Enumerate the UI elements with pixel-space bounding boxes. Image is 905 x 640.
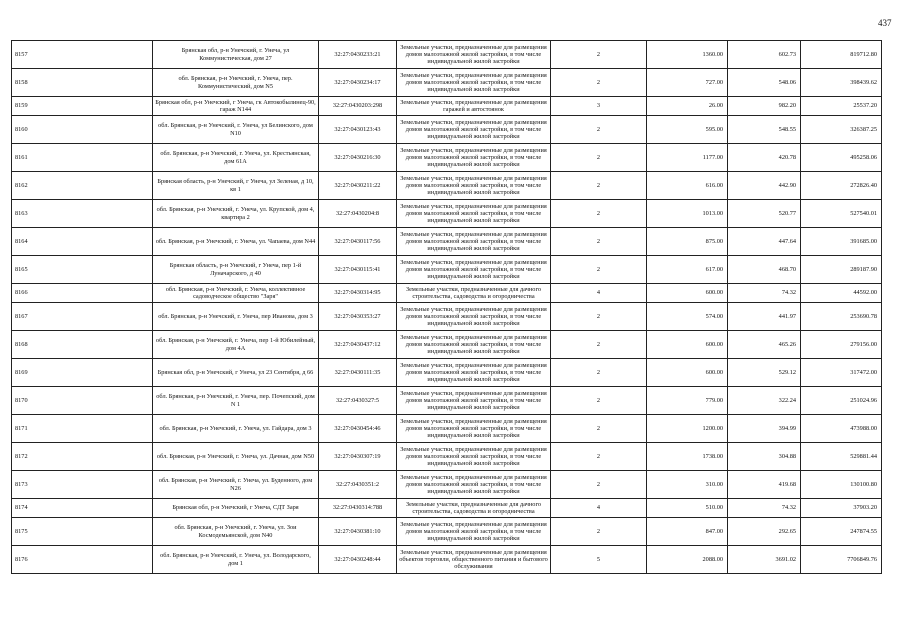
land-use-cell: Земельные участки, предназначенные для размещения домов малоэтажной жилой застройки, в том числе индивидуальной жилой застройки bbox=[397, 41, 551, 69]
land-use-cell: Земельные участки, предназначенные для размещения домов малоэтажной жилой застройки, в том числе индивидуальной жилой застройки bbox=[397, 144, 551, 172]
land-use-cell: Земельные участки, предназначенные для размещения домов малоэтажной жилой застройки, в том числе индивидуальной жилой застройки bbox=[397, 443, 551, 471]
cadastral-number-cell: 32:27:0430437:12 bbox=[319, 331, 397, 359]
specific-value-cell: 520.77 bbox=[728, 200, 801, 228]
row-number-cell: 8165 bbox=[12, 256, 153, 284]
land-use-cell: Земельные участки, предназначенные для размещения домов малоэтажной жилой застройки, в том числе индивидуальной жилой застройки bbox=[397, 200, 551, 228]
area-cell: 847.00 bbox=[647, 518, 728, 546]
cadastral-value-cell: 527540.01 bbox=[801, 200, 882, 228]
row-number-cell: 8164 bbox=[12, 228, 153, 256]
land-use-cell: Земельные участки, предназначенные для размещения домов малоэтажной жилой застройки, в том числе индивидуальной жилой застройки bbox=[397, 518, 551, 546]
specific-value-cell: 419.68 bbox=[728, 471, 801, 499]
table-row bbox=[12, 359, 882, 387]
address-cell: Брянская область, р-н Унечский, г Унеча, пер 1-й Луначарского, д 40 bbox=[153, 256, 319, 284]
address-cell: обл. Брянская, р-н Унечский, г. Унеча, ул. Крупской, дом 4, квартира 2 bbox=[153, 200, 319, 228]
cadastral-number-cell: 32:27:0430381:10 bbox=[319, 518, 397, 546]
address-cell: обл. Брянская, р-н Унечский, г. Унеча, ул Белинского, дом N10 bbox=[153, 116, 319, 144]
table-row bbox=[12, 116, 882, 144]
address-cell: обл. Брянская, р-н Унечский, г. Унеча, ул. Зои Космодемьянской, дом N40 bbox=[153, 518, 319, 546]
land-use-cell: Земельные участки, предназначенные для размещения домов малоэтажной жилой застройки, в том числе индивидуальной жилой застройки bbox=[397, 471, 551, 499]
land-use-cell: Земельные участки, предназначенные для размещения домов малоэтажной жилой застройки, в том числе индивидуальной жилой застройки bbox=[397, 331, 551, 359]
address-cell: обл. Брянская, р-н Унечский, г. Унеча, ул. Гайдара, дом 3 bbox=[153, 415, 319, 443]
land-use-cell: Земельные участки, предназначенные для дачного строительства, садоводства и огородничества bbox=[397, 284, 551, 303]
land-use-cell: Земельные участки, предназначенные для размещения домов малоэтажной жилой застройки, в том числе индивидуальной жилой застройки bbox=[397, 359, 551, 387]
cadastral-number-cell: 32:27:0430307:19 bbox=[319, 443, 397, 471]
address-cell: Брянская обл, р-н Унечский, г. Унеча, ул Коммунистическая, дом 27 bbox=[153, 41, 319, 69]
area-cell: 779.00 bbox=[647, 387, 728, 415]
table-row bbox=[12, 200, 882, 228]
specific-value-cell: 468.70 bbox=[728, 256, 801, 284]
table-row bbox=[12, 387, 882, 415]
cadastral-number-cell: 32:27:0430111:35 bbox=[319, 359, 397, 387]
cadastral-number-cell: 32:27:0430454:46 bbox=[319, 415, 397, 443]
table-row bbox=[12, 284, 882, 303]
area-cell: 1177.00 bbox=[647, 144, 728, 172]
area-cell: 574.00 bbox=[647, 303, 728, 331]
cadastral-number-cell: 32:27:0430204:8 bbox=[319, 200, 397, 228]
group-cell: 2 bbox=[551, 387, 647, 415]
land-use-cell: Земельные участки, предназначенные для размещения гаражей и автостоянок bbox=[397, 97, 551, 116]
specific-value-cell: 394.99 bbox=[728, 415, 801, 443]
group-cell: 2 bbox=[551, 415, 647, 443]
table-row bbox=[12, 443, 882, 471]
cadastral-number-cell: 32:27:0430233:21 bbox=[319, 41, 397, 69]
table-row bbox=[12, 256, 882, 284]
address-cell: Брянская обл, р-н Унечский, г Унеча, ул 23 Сентября, д 66 bbox=[153, 359, 319, 387]
table-row bbox=[12, 97, 882, 116]
cadastral-number-cell: 32:27:0430216:30 bbox=[319, 144, 397, 172]
specific-value-cell: 529.12 bbox=[728, 359, 801, 387]
specific-value-cell: 447.64 bbox=[728, 228, 801, 256]
address-cell: Брянская область, р-н Унечский, г Унеча, ул Зеленая, д 10, кв 1 bbox=[153, 172, 319, 200]
group-cell: 2 bbox=[551, 144, 647, 172]
cadastral-value-cell: 44592.00 bbox=[801, 284, 882, 303]
specific-value-cell: 74.32 bbox=[728, 284, 801, 303]
specific-value-cell: 292.65 bbox=[728, 518, 801, 546]
table-row bbox=[12, 172, 882, 200]
address-cell: обл. Брянская, р-н Унечский, г. Унеча, коллективное садоводческое общество "Заря" bbox=[153, 284, 319, 303]
cadastral-number-cell: 32:27:0430117:56 bbox=[319, 228, 397, 256]
cadastral-value-cell: 391685.00 bbox=[801, 228, 882, 256]
row-number-cell: 8161 bbox=[12, 144, 153, 172]
area-cell: 727.00 bbox=[647, 69, 728, 97]
row-number-cell: 8160 bbox=[12, 116, 153, 144]
land-use-cell: Земельные участки, предназначенные для размещения домов малоэтажной жилой застройки, в том числе индивидуальной жилой застройки bbox=[397, 228, 551, 256]
cadastral-value-cell: 473988.00 bbox=[801, 415, 882, 443]
area-cell: 600.00 bbox=[647, 359, 728, 387]
group-cell: 2 bbox=[551, 359, 647, 387]
cadastral-number-cell: 32:27:0430351:2 bbox=[319, 471, 397, 499]
area-cell: 1013.00 bbox=[647, 200, 728, 228]
cadastral-value-cell: 326387.25 bbox=[801, 116, 882, 144]
address-cell: обл. Брянская, р-н Унечский, г. Унеча, ул. Чапаева, дом N44 bbox=[153, 228, 319, 256]
cadastral-value-cell: 398439.62 bbox=[801, 69, 882, 97]
row-number-cell: 8162 bbox=[12, 172, 153, 200]
area-cell: 26.00 bbox=[647, 97, 728, 116]
specific-value-cell: 322.24 bbox=[728, 387, 801, 415]
specific-value-cell: 602.73 bbox=[728, 41, 801, 69]
group-cell: 2 bbox=[551, 41, 647, 69]
group-cell: 2 bbox=[551, 443, 647, 471]
area-cell: 1738.00 bbox=[647, 443, 728, 471]
specific-value-cell: 420.78 bbox=[728, 144, 801, 172]
table-row bbox=[12, 228, 882, 256]
address-cell: обл. Брянская, р-н Унечский, г. Унеча, ул. Крестьянская, дом 61А bbox=[153, 144, 319, 172]
cadastral-value-cell: 272826.40 bbox=[801, 172, 882, 200]
specific-value-cell: 74.32 bbox=[728, 499, 801, 518]
row-number-cell: 8167 bbox=[12, 303, 153, 331]
address-cell: обл. Брянская, р-н Унечский, г. Унеча, ул. Буденного, дом N26 bbox=[153, 471, 319, 499]
row-number-cell: 8168 bbox=[12, 331, 153, 359]
area-cell: 617.00 bbox=[647, 256, 728, 284]
row-number-cell: 8169 bbox=[12, 359, 153, 387]
cadastral-number-cell: 32:27:0430314:788 bbox=[319, 499, 397, 518]
specific-value-cell: 982.20 bbox=[728, 97, 801, 116]
table-row bbox=[12, 303, 882, 331]
group-cell: 2 bbox=[551, 471, 647, 499]
table-row bbox=[12, 518, 882, 546]
row-number-cell: 8174 bbox=[12, 499, 153, 518]
row-number-cell: 8157 bbox=[12, 41, 153, 69]
area-cell: 875.00 bbox=[647, 228, 728, 256]
group-cell: 2 bbox=[551, 256, 647, 284]
row-number-cell: 8170 bbox=[12, 387, 153, 415]
cadastral-number-cell: 32:27:0430123:43 bbox=[319, 116, 397, 144]
cadastral-value-table bbox=[11, 40, 882, 574]
specific-value-cell: 465.26 bbox=[728, 331, 801, 359]
page-number: 437 bbox=[878, 18, 892, 28]
area-cell: 510.00 bbox=[647, 499, 728, 518]
area-cell: 1200.00 bbox=[647, 415, 728, 443]
table-row bbox=[12, 415, 882, 443]
cadastral-number-cell: 32:27:0430314:95 bbox=[319, 284, 397, 303]
area-cell: 310.00 bbox=[647, 471, 728, 499]
cadastral-value-cell: 279156.00 bbox=[801, 331, 882, 359]
cadastral-value-cell: 289187.90 bbox=[801, 256, 882, 284]
address-cell: обл. Брянская, р-н Унечский, г. Унеча, пер. Коммунистический, дом N5 bbox=[153, 69, 319, 97]
row-number-cell: 8163 bbox=[12, 200, 153, 228]
table-row bbox=[12, 546, 882, 574]
table-body bbox=[12, 41, 882, 574]
group-cell: 2 bbox=[551, 116, 647, 144]
cadastral-number-cell: 32:27:0430115:41 bbox=[319, 256, 397, 284]
area-cell: 600.00 bbox=[647, 331, 728, 359]
specific-value-cell: 304.88 bbox=[728, 443, 801, 471]
address-cell: обл. Брянская, р-н Унечский, г. Унеча, пер Иванова, дом 3 bbox=[153, 303, 319, 331]
cadastral-number-cell: 32:27:0430353:27 bbox=[319, 303, 397, 331]
specific-value-cell: 3691.02 bbox=[728, 546, 801, 574]
row-number-cell: 8159 bbox=[12, 97, 153, 116]
specific-value-cell: 548.06 bbox=[728, 69, 801, 97]
group-cell: 2 bbox=[551, 172, 647, 200]
cadastral-number-cell: 32:27:0430248:44 bbox=[319, 546, 397, 574]
cadastral-value-cell: 317472.00 bbox=[801, 359, 882, 387]
group-cell: 4 bbox=[551, 499, 647, 518]
group-cell: 3 bbox=[551, 97, 647, 116]
group-cell: 2 bbox=[551, 331, 647, 359]
area-cell: 600.00 bbox=[647, 284, 728, 303]
address-cell: обл. Брянская, р-н Унечский, г. Унеча, ул. Дачная, дом N50 bbox=[153, 443, 319, 471]
row-number-cell: 8173 bbox=[12, 471, 153, 499]
group-cell: 4 bbox=[551, 284, 647, 303]
cadastral-value-cell: 37903.20 bbox=[801, 499, 882, 518]
address-cell: обл. Брянская, р-н Унечский, г. Унеча, ул. Володарского, дом 1 bbox=[153, 546, 319, 574]
group-cell: 2 bbox=[551, 69, 647, 97]
group-cell: 5 bbox=[551, 546, 647, 574]
table-row bbox=[12, 41, 882, 69]
table-row bbox=[12, 331, 882, 359]
cadastral-number-cell: 32:27:0430234:17 bbox=[319, 69, 397, 97]
address-cell: Брянская обл, р-н Унечский, г Унеча, гк Автокобылинец-90, гараж N144 bbox=[153, 97, 319, 116]
land-use-cell: Земельные участки, предназначенные для размещения домов малоэтажной жилой застройки, в том числе индивидуальной жилой застройки bbox=[397, 172, 551, 200]
group-cell: 2 bbox=[551, 518, 647, 546]
area-cell: 616.00 bbox=[647, 172, 728, 200]
area-cell: 1360.00 bbox=[647, 41, 728, 69]
address-cell: обл. Брянская, р-н Унечский, г. Унеча, пер 1-й Юбилейный, дом 4А bbox=[153, 331, 319, 359]
cadastral-value-cell: 7706849.76 bbox=[801, 546, 882, 574]
land-use-cell: Земельные участки, предназначенные для размещения домов малоэтажной жилой застройки, в том числе индивидуальной жилой застройки bbox=[397, 415, 551, 443]
cadastral-value-cell: 253690.78 bbox=[801, 303, 882, 331]
row-number-cell: 8176 bbox=[12, 546, 153, 574]
table-row bbox=[12, 69, 882, 97]
row-number-cell: 8158 bbox=[12, 69, 153, 97]
specific-value-cell: 442.90 bbox=[728, 172, 801, 200]
specific-value-cell: 548.55 bbox=[728, 116, 801, 144]
cadastral-value-cell: 251024.96 bbox=[801, 387, 882, 415]
row-number-cell: 8172 bbox=[12, 443, 153, 471]
cadastral-value-cell: 25537.20 bbox=[801, 97, 882, 116]
cadastral-value-cell: 495258.06 bbox=[801, 144, 882, 172]
land-use-cell: Земельные участки, предназначенные для размещения домов малоэтажной жилой застройки, в том числе индивидуальной жилой застройки bbox=[397, 387, 551, 415]
row-number-cell: 8171 bbox=[12, 415, 153, 443]
area-cell: 595.00 bbox=[647, 116, 728, 144]
table-row bbox=[12, 471, 882, 499]
cadastral-value-cell: 130100.80 bbox=[801, 471, 882, 499]
table-row bbox=[12, 144, 882, 172]
land-use-cell: Земельные участки, предназначенные для размещения домов малоэтажной жилой застройки, в том числе индивидуальной жилой застройки bbox=[397, 303, 551, 331]
row-number-cell: 8166 bbox=[12, 284, 153, 303]
cadastral-number-cell: 32:27:0430211:22 bbox=[319, 172, 397, 200]
group-cell: 2 bbox=[551, 200, 647, 228]
cadastral-number-cell: 32:27:0430203:298 bbox=[319, 97, 397, 116]
land-use-cell: Земельные участки, предназначенные для размещения домов малоэтажной жилой застройки, в том числе индивидуальной жилой застройки bbox=[397, 116, 551, 144]
cadastral-number-cell: 32:27:0430327:5 bbox=[319, 387, 397, 415]
land-use-cell: Земельные участки, предназначенные для размещения домов малоэтажной жилой застройки, в том числе индивидуальной жилой застройки bbox=[397, 256, 551, 284]
group-cell: 2 bbox=[551, 303, 647, 331]
row-number-cell: 8175 bbox=[12, 518, 153, 546]
cadastral-value-cell: 819712.80 bbox=[801, 41, 882, 69]
table-row bbox=[12, 499, 882, 518]
group-cell: 2 bbox=[551, 228, 647, 256]
cadastral-value-cell: 529881.44 bbox=[801, 443, 882, 471]
cadastral-value-cell: 247874.55 bbox=[801, 518, 882, 546]
address-cell: обл. Брянская, р-н Унечский, г. Унеча, пер. Почепский, дом N 1 bbox=[153, 387, 319, 415]
land-use-cell: Земельные участки, предназначенные для размещения домов малоэтажной жилой застройки, в том числе индивидуальной жилой застройки bbox=[397, 69, 551, 97]
land-use-cell: Земельные участки, предназначенные для размещения объектов торговли, общественного питания и бытового обслуживания bbox=[397, 546, 551, 574]
land-use-cell: Земельные участки, предназначенные для дачного строительства, садоводства и огородничества bbox=[397, 499, 551, 518]
specific-value-cell: 441.97 bbox=[728, 303, 801, 331]
area-cell: 2088.00 bbox=[647, 546, 728, 574]
address-cell: Брянская обл, р-н Унечский, г Унеча, СДТ Заря bbox=[153, 499, 319, 518]
